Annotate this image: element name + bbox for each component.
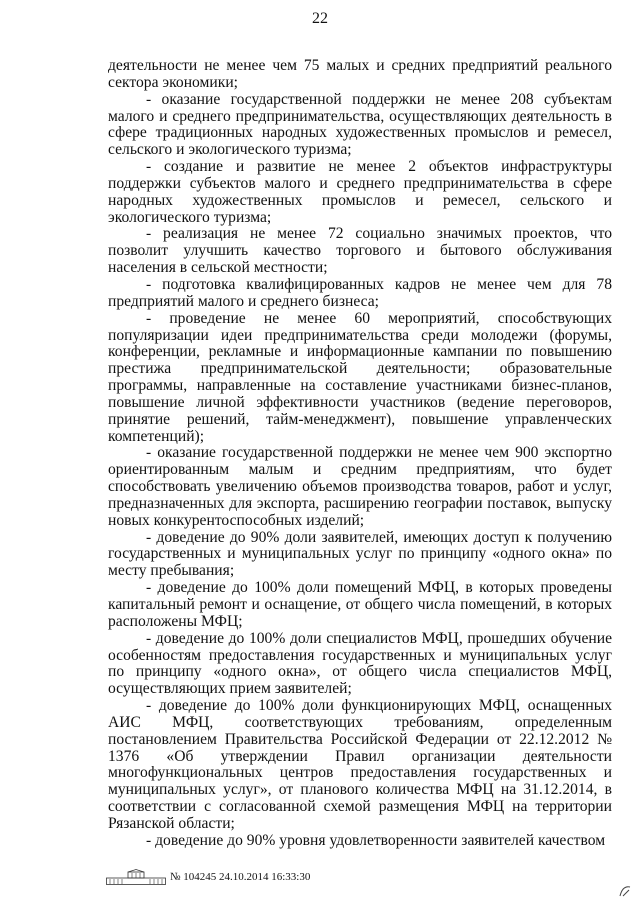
paragraph: - доведение до 100% доли помещений МФЦ, в которых проведены капитальный ремонт и оснащение, от общего числа помещений, в которых расположены МФЦ; [108,579,612,630]
paragraph: - доведение до 90% уровня удовлетворенности заявителей качеством [146,831,606,849]
paragraph: - доведение до 90% доли заявителей, имеющих доступ к получению государственных и муниципальных услуг по принципу «одного окна» по месту пребывания; [108,528,612,580]
paragraph: - реализация не менее 72 социально значимых проектов, что позволит улучшить качество торгового и бытового обслуживания населения в сельской местности; [108,225,612,277]
paragraph: - проведение не менее 60 мероприятий, способствующих популяризации идеи предпринимательства среди молодежи (форумы, конференции, рекламные и информационные кампании по повышению престижа предпринимательской деятельности; образовательные программы, направленные на составление участниками бизнес-планов, повышение личной эффективности участников (ведение переговоров, принятие решений, тайм-менеджмент), повышение управленческих компетенций); [108,309,612,445]
corner-mark-icon [618,884,632,898]
document-footer [106,869,526,887]
paragraph: - оказание государственной поддержки не менее 208 субъектам малого и среднего предпринимательства, осуществляющих деятельность в сфере традиционных народных художественных промыслов и ремесел, сельского и экологического туризма; [108,90,612,159]
registration-stamp-text: № 104245 24.10.2014 16:33:30 [170,871,311,883]
page-number: 22 [312,10,328,27]
paragraph: - доведение до 100% доли специалистов МФЦ, прошедших обучение особенностям предоставления государственных и муниципальных услуг по принципу «одного окна», от общего числа специалистов МФЦ, осуществляющих прием заявителей; [108,629,612,698]
paragraph: - подготовка квалифицированных кадров не менее чем для 78 предприятий малого и среднего бизнеса; [108,275,612,310]
paragraph: - оказание государственной поддержки не менее чем 900 экспортно ориентированным малым и средним предприятиям, что будет способствовать увеличению объемов производства товаров, работ и услуг, предназначенных для экспорта, расширению географии поставок, выпуску новых конкурентоспособных изделий; [108,444,612,529]
paragraph: деятельности не менее чем 75 малых и средних предприятий реального сектора экономики; [108,57,612,91]
building-stamp-icon [106,869,166,885]
document-body [108,58,612,850]
paragraph: - создание и развитие не менее 2 объектов инфраструктуры поддержки субъектов малого и среднего предпринимательства в сфере народных художественных промыслов и ремесел, сельского и экологического туризма; [108,158,612,226]
paragraph: - доведение до 100% доли функционирующих МФЦ, оснащенных АИС МФЦ, соответствующих требованиям, определенным постановлением Правительства Российской Федерации от 22.12.2012 № 1376 «Об утверждении Правил организации деятельности многофункциональных центров предоставления государственных и муниципальных услуг», от планового количества МФЦ на 31.12.2014, в соответствии с согласованной схемой размещения МФЦ на территории Рязанской области; [108,697,612,832]
